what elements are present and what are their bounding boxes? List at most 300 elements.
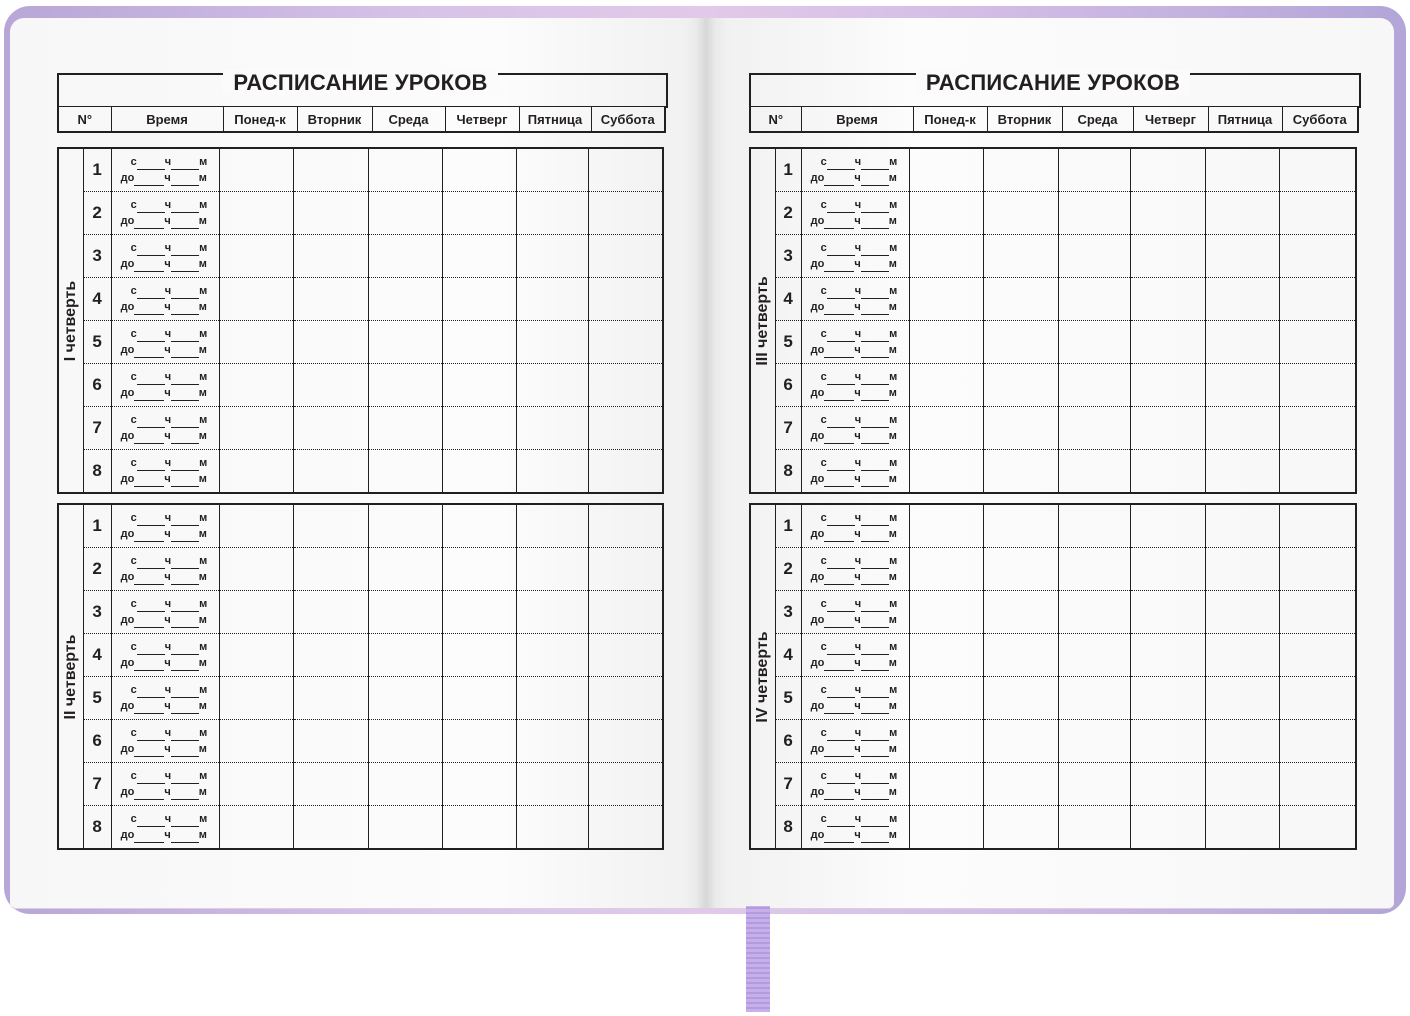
lesson-cell[interactable] xyxy=(984,634,1059,677)
lesson-cell[interactable] xyxy=(1280,235,1356,278)
lesson-time-field[interactable] xyxy=(111,450,219,494)
lesson-cell[interactable] xyxy=(910,148,984,192)
minutes-suffix: м xyxy=(199,457,208,469)
lesson-cell[interactable] xyxy=(984,278,1059,321)
lesson-cell[interactable] xyxy=(589,591,663,634)
lesson-cell[interactable] xyxy=(516,235,588,278)
lesson-cell[interactable] xyxy=(220,407,294,450)
lesson-cell[interactable] xyxy=(589,407,663,450)
lesson-cell[interactable] xyxy=(369,321,442,364)
hours-suffix: ч xyxy=(854,328,862,340)
lesson-cell[interactable] xyxy=(1059,548,1130,591)
hours-suffix: ч xyxy=(164,215,171,227)
lesson-cell[interactable] xyxy=(984,763,1059,806)
lesson-cell[interactable] xyxy=(1130,192,1205,235)
lesson-cell[interactable] xyxy=(442,450,516,494)
hours-suffix: ч xyxy=(164,285,172,297)
lesson-cell[interactable] xyxy=(516,677,588,720)
lesson-cell[interactable] xyxy=(1059,677,1130,720)
lesson-cell[interactable] xyxy=(1059,591,1130,634)
lesson-cell[interactable] xyxy=(1130,806,1205,850)
lesson-cell[interactable] xyxy=(1130,763,1205,806)
lesson-cell[interactable] xyxy=(984,364,1059,407)
lesson-time-field[interactable] xyxy=(801,591,909,634)
lesson-cell[interactable] xyxy=(1280,278,1356,321)
lesson-number: 1 xyxy=(775,148,801,192)
minutes-blank xyxy=(861,746,889,757)
lesson-cell[interactable] xyxy=(516,763,588,806)
lesson-time-field[interactable] xyxy=(111,321,219,364)
lesson-cell[interactable] xyxy=(984,806,1059,850)
lesson-cell[interactable] xyxy=(1059,192,1130,235)
lesson-cell[interactable] xyxy=(220,278,294,321)
lesson-cell[interactable] xyxy=(1280,591,1356,634)
lesson-cell[interactable] xyxy=(220,720,294,763)
lesson-cell[interactable] xyxy=(294,677,369,720)
lesson-cell[interactable] xyxy=(442,634,516,677)
lesson-number: 5 xyxy=(775,321,801,364)
lesson-cell[interactable] xyxy=(1059,235,1130,278)
hours-blank xyxy=(827,159,855,170)
lesson-cell[interactable] xyxy=(1059,720,1130,763)
lesson-cell[interactable] xyxy=(1130,720,1205,763)
bookmark-ribbon[interactable] xyxy=(746,906,770,1012)
lesson-cell[interactable] xyxy=(1130,278,1205,321)
lesson-time-field[interactable] xyxy=(111,235,219,278)
lesson-cell[interactable] xyxy=(1280,407,1356,450)
lesson-cell[interactable] xyxy=(1059,364,1130,407)
lesson-cell[interactable] xyxy=(910,720,984,763)
lesson-cell[interactable] xyxy=(294,806,369,850)
lesson-cell[interactable] xyxy=(1280,148,1356,192)
lesson-cell[interactable] xyxy=(589,278,663,321)
lesson-time-field[interactable] xyxy=(111,278,219,321)
lesson-cell[interactable] xyxy=(369,407,442,450)
lesson-cell[interactable] xyxy=(984,192,1059,235)
lesson-time-field[interactable] xyxy=(801,634,909,677)
minutes-blank xyxy=(171,374,199,385)
lesson-time-field[interactable] xyxy=(801,278,909,321)
lesson-cell[interactable] xyxy=(516,504,588,548)
lesson-time-field[interactable] xyxy=(111,634,219,677)
time-to-prefix: до xyxy=(810,387,825,399)
hours-suffix: ч xyxy=(854,829,861,841)
lesson-time-field[interactable] xyxy=(801,548,909,591)
lesson-cell[interactable] xyxy=(442,504,516,548)
lesson-cell[interactable] xyxy=(442,591,516,634)
minutes-blank xyxy=(171,687,199,698)
lesson-cell[interactable] xyxy=(1130,148,1205,192)
hours-suffix: ч xyxy=(854,770,862,782)
lesson-cell[interactable] xyxy=(220,321,294,364)
time-from-prefix: с xyxy=(130,242,137,254)
lesson-time-field[interactable] xyxy=(801,504,909,548)
lesson-cell[interactable] xyxy=(294,235,369,278)
lesson-time-field[interactable] xyxy=(111,192,219,235)
lesson-cell[interactable] xyxy=(1130,407,1205,450)
minutes-suffix: м xyxy=(888,258,897,270)
time-from-prefix: с xyxy=(820,285,827,297)
lesson-cell[interactable] xyxy=(1280,192,1356,235)
lesson-time-field[interactable] xyxy=(801,806,909,850)
minutes-suffix: м xyxy=(199,371,208,383)
lesson-cell[interactable] xyxy=(516,720,588,763)
minutes-blank xyxy=(171,390,199,401)
lesson-cell[interactable] xyxy=(1059,634,1130,677)
lesson-cell[interactable] xyxy=(1280,720,1356,763)
lesson-number: 4 xyxy=(775,634,801,677)
lesson-cell[interactable] xyxy=(1280,450,1356,494)
minutes-suffix: м xyxy=(199,598,208,610)
minutes-blank xyxy=(171,304,199,315)
lesson-cell[interactable] xyxy=(442,278,516,321)
lesson-cell[interactable] xyxy=(984,148,1059,192)
lesson-time-field[interactable] xyxy=(111,504,219,548)
hours-blank xyxy=(134,746,164,757)
lesson-cell[interactable] xyxy=(1130,235,1205,278)
lesson-cell[interactable] xyxy=(984,235,1059,278)
time-from-prefix: с xyxy=(820,555,827,567)
lesson-cell[interactable] xyxy=(1280,548,1356,591)
lesson-cell[interactable] xyxy=(220,763,294,806)
lesson-cell[interactable] xyxy=(220,634,294,677)
lesson-cell[interactable] xyxy=(516,591,588,634)
lesson-cell[interactable] xyxy=(220,148,294,192)
lesson-cell[interactable] xyxy=(589,548,663,591)
hours-blank xyxy=(824,218,854,229)
lesson-cell[interactable] xyxy=(589,504,663,548)
lesson-cell[interactable] xyxy=(910,677,984,720)
lesson-cell[interactable] xyxy=(984,591,1059,634)
lesson-cell[interactable] xyxy=(516,364,588,407)
lesson-cell[interactable] xyxy=(1205,450,1279,494)
lesson-cell[interactable] xyxy=(910,634,984,677)
lesson-time-field[interactable] xyxy=(111,720,219,763)
minutes-suffix: м xyxy=(888,301,897,313)
lesson-cell[interactable] xyxy=(1059,321,1130,364)
lesson-cell[interactable] xyxy=(1130,450,1205,494)
lesson-cell[interactable] xyxy=(294,720,369,763)
hours-blank xyxy=(134,789,164,800)
lesson-cell[interactable] xyxy=(910,591,984,634)
lesson-time-field[interactable] xyxy=(801,407,909,450)
lesson-cell[interactable] xyxy=(442,235,516,278)
lesson-number: 2 xyxy=(83,548,111,591)
lesson-cell[interactable] xyxy=(1205,677,1279,720)
time-to xyxy=(112,827,219,843)
minutes-blank xyxy=(861,687,889,698)
lesson-time-field[interactable] xyxy=(111,364,219,407)
lesson-cell[interactable] xyxy=(294,634,369,677)
lesson-cell[interactable] xyxy=(1205,548,1279,591)
lesson-cell[interactable] xyxy=(294,148,369,192)
lesson-row xyxy=(58,591,663,634)
minutes-blank xyxy=(171,433,199,444)
lesson-cell[interactable] xyxy=(294,407,369,450)
lesson-cell[interactable] xyxy=(1205,364,1279,407)
hours-suffix: ч xyxy=(164,598,172,610)
lesson-time-field[interactable] xyxy=(801,763,909,806)
lesson-cell[interactable] xyxy=(442,548,516,591)
lesson-cell[interactable] xyxy=(516,634,588,677)
hours-blank xyxy=(827,202,855,213)
lesson-cell[interactable] xyxy=(516,407,588,450)
lesson-cell[interactable] xyxy=(1280,504,1356,548)
lesson-cell[interactable] xyxy=(1205,763,1279,806)
lesson-cell[interactable] xyxy=(910,321,984,364)
lesson-cell[interactable] xyxy=(294,450,369,494)
lesson-cell[interactable] xyxy=(369,634,442,677)
lesson-cell[interactable] xyxy=(589,235,663,278)
lesson-cell[interactable] xyxy=(369,192,442,235)
lesson-cell[interactable] xyxy=(1059,148,1130,192)
lesson-cell[interactable] xyxy=(442,321,516,364)
lesson-cell[interactable] xyxy=(369,720,442,763)
lesson-time-field[interactable] xyxy=(801,192,909,235)
quarter-label xyxy=(58,148,83,493)
lesson-cell[interactable] xyxy=(910,407,984,450)
lesson-cell[interactable] xyxy=(220,235,294,278)
lesson-cell[interactable] xyxy=(516,321,588,364)
hours-suffix: ч xyxy=(164,371,172,383)
lesson-cell[interactable] xyxy=(1205,634,1279,677)
lesson-cell[interactable] xyxy=(516,278,588,321)
lesson-cell[interactable] xyxy=(1130,364,1205,407)
lesson-number: 1 xyxy=(83,504,111,548)
minutes-blank xyxy=(861,773,889,784)
lesson-cell[interactable] xyxy=(589,321,663,364)
lesson-cell[interactable] xyxy=(1059,450,1130,494)
minutes-suffix: м xyxy=(198,786,207,798)
lesson-cell[interactable] xyxy=(910,504,984,548)
minutes-suffix: м xyxy=(888,657,897,669)
lesson-cell[interactable] xyxy=(984,450,1059,494)
lesson-cell[interactable] xyxy=(369,148,442,192)
lesson-cell[interactable] xyxy=(1130,591,1205,634)
lesson-cell[interactable] xyxy=(369,677,442,720)
lesson-cell[interactable] xyxy=(589,364,663,407)
lesson-cell[interactable] xyxy=(294,504,369,548)
lesson-cell[interactable] xyxy=(369,235,442,278)
lesson-time-field[interactable] xyxy=(111,763,219,806)
hours-blank xyxy=(137,730,165,741)
hours-suffix: ч xyxy=(854,371,862,383)
lesson-cell[interactable] xyxy=(910,806,984,850)
lesson-cell[interactable] xyxy=(1205,806,1279,850)
lesson-cell[interactable] xyxy=(220,450,294,494)
lesson-cell[interactable] xyxy=(910,450,984,494)
lesson-cell[interactable] xyxy=(516,148,588,192)
lesson-cell[interactable] xyxy=(910,548,984,591)
lesson-time-field[interactable] xyxy=(111,806,219,850)
time-to-prefix: до xyxy=(810,258,825,270)
lesson-cell[interactable] xyxy=(1130,548,1205,591)
time-to-prefix: до xyxy=(120,786,135,798)
time-to xyxy=(112,256,219,272)
hours-blank xyxy=(827,374,855,385)
time-from-prefix: с xyxy=(130,641,137,653)
lesson-cell[interactable] xyxy=(442,192,516,235)
lesson-cell[interactable] xyxy=(1205,235,1279,278)
lesson-cell[interactable] xyxy=(1280,806,1356,850)
lesson-cell[interactable] xyxy=(1205,192,1279,235)
lesson-cell[interactable] xyxy=(369,278,442,321)
time-to-prefix: до xyxy=(810,215,825,227)
lesson-cell[interactable] xyxy=(220,806,294,850)
lesson-cell[interactable] xyxy=(294,548,369,591)
lesson-cell[interactable] xyxy=(294,192,369,235)
lesson-cell[interactable] xyxy=(294,321,369,364)
minutes-blank xyxy=(171,617,199,628)
time-from xyxy=(802,682,909,698)
lesson-cell[interactable] xyxy=(220,504,294,548)
lesson-cell[interactable] xyxy=(369,364,442,407)
lesson-cell[interactable] xyxy=(1280,321,1356,364)
lesson-cell[interactable] xyxy=(516,192,588,235)
lesson-cell[interactable] xyxy=(910,235,984,278)
lesson-cell[interactable] xyxy=(442,763,516,806)
lesson-cell[interactable] xyxy=(1059,504,1130,548)
lesson-cell[interactable] xyxy=(1059,278,1130,321)
lesson-cell[interactable] xyxy=(910,763,984,806)
lesson-cell[interactable] xyxy=(1059,806,1130,850)
lesson-cell[interactable] xyxy=(1059,763,1130,806)
time-to-prefix: до xyxy=(120,614,135,626)
lesson-cell[interactable] xyxy=(1205,504,1279,548)
minutes-blank xyxy=(861,417,889,428)
lesson-cell[interactable] xyxy=(910,364,984,407)
lesson-cell[interactable] xyxy=(294,763,369,806)
lesson-cell[interactable] xyxy=(589,192,663,235)
time-from xyxy=(802,553,909,569)
lesson-cell[interactable] xyxy=(1205,591,1279,634)
lesson-number: 8 xyxy=(775,450,801,494)
lesson-cell[interactable] xyxy=(1280,634,1356,677)
lesson-cell[interactable] xyxy=(1205,148,1279,192)
lesson-cell[interactable] xyxy=(442,148,516,192)
lesson-time-field[interactable] xyxy=(801,720,909,763)
lesson-cell[interactable] xyxy=(220,677,294,720)
lesson-cell[interactable] xyxy=(984,548,1059,591)
lesson-cell[interactable] xyxy=(442,364,516,407)
time-to-prefix: до xyxy=(810,528,825,540)
lesson-cell[interactable] xyxy=(984,407,1059,450)
lesson-cell[interactable] xyxy=(589,148,663,192)
lesson-cell[interactable] xyxy=(1280,364,1356,407)
lesson-cell[interactable] xyxy=(369,806,442,850)
hours-blank xyxy=(824,531,854,542)
lesson-cell[interactable] xyxy=(589,806,663,850)
lesson-cell[interactable] xyxy=(442,806,516,850)
lesson-cell[interactable] xyxy=(589,677,663,720)
lesson-time-field[interactable] xyxy=(801,364,909,407)
lesson-cell[interactable] xyxy=(1280,677,1356,720)
lesson-cell[interactable] xyxy=(1205,278,1279,321)
lesson-cell[interactable] xyxy=(1130,677,1205,720)
lesson-cell[interactable] xyxy=(589,450,663,494)
lesson-cell[interactable] xyxy=(442,407,516,450)
lesson-cell[interactable] xyxy=(516,548,588,591)
lesson-cell[interactable] xyxy=(442,677,516,720)
minutes-blank xyxy=(861,789,889,800)
lesson-time-field[interactable] xyxy=(801,450,909,494)
lesson-cell[interactable] xyxy=(294,278,369,321)
lesson-cell[interactable] xyxy=(589,763,663,806)
lesson-cell[interactable] xyxy=(1130,321,1205,364)
lesson-cell[interactable] xyxy=(516,806,588,850)
lesson-cell[interactable] xyxy=(984,321,1059,364)
lesson-row xyxy=(750,364,1356,407)
lesson-time-field[interactable] xyxy=(801,321,909,364)
lesson-number: 1 xyxy=(83,148,111,192)
time-from-prefix: с xyxy=(130,555,137,567)
lesson-cell[interactable] xyxy=(369,504,442,548)
hours-suffix: ч xyxy=(164,657,171,669)
lesson-cell[interactable] xyxy=(220,591,294,634)
lesson-cell[interactable] xyxy=(589,634,663,677)
lesson-time-field[interactable] xyxy=(111,407,219,450)
minutes-blank xyxy=(171,703,199,714)
schedule-left xyxy=(57,0,664,860)
lesson-cell[interactable] xyxy=(294,364,369,407)
minutes-blank xyxy=(861,304,889,315)
lesson-cell[interactable] xyxy=(516,450,588,494)
lesson-cell[interactable] xyxy=(1205,321,1279,364)
quarter-table xyxy=(57,147,664,494)
lesson-cell[interactable] xyxy=(220,364,294,407)
lesson-time-field[interactable] xyxy=(801,235,909,278)
lesson-cell[interactable] xyxy=(1205,720,1279,763)
time-from xyxy=(112,725,219,741)
lesson-time-field[interactable] xyxy=(111,148,219,192)
lesson-cell[interactable] xyxy=(984,677,1059,720)
time-to-prefix: до xyxy=(810,172,825,184)
minutes-blank xyxy=(171,347,199,358)
lesson-cell[interactable] xyxy=(984,720,1059,763)
lesson-time-field[interactable] xyxy=(111,548,219,591)
lesson-cell[interactable] xyxy=(369,450,442,494)
lesson-cell[interactable] xyxy=(369,548,442,591)
lesson-cell[interactable] xyxy=(589,720,663,763)
lesson-cell[interactable] xyxy=(442,720,516,763)
lesson-cell[interactable] xyxy=(220,548,294,591)
minutes-suffix: м xyxy=(199,242,208,254)
lesson-cell[interactable] xyxy=(1130,634,1205,677)
lesson-time-field[interactable] xyxy=(801,148,909,192)
lesson-cell[interactable] xyxy=(369,591,442,634)
lesson-cell[interactable] xyxy=(984,504,1059,548)
lesson-time-field[interactable] xyxy=(111,677,219,720)
time-to-prefix: до xyxy=(120,430,135,442)
time-from-prefix: с xyxy=(130,684,137,696)
page-title xyxy=(749,70,1357,96)
lesson-cell[interactable] xyxy=(1205,407,1279,450)
minutes-suffix: м xyxy=(889,684,898,696)
lesson-cell[interactable] xyxy=(294,591,369,634)
lesson-cell[interactable] xyxy=(1280,763,1356,806)
lesson-cell[interactable] xyxy=(1130,504,1205,548)
time-to xyxy=(802,471,909,487)
lesson-time-field[interactable] xyxy=(111,591,219,634)
lesson-cell[interactable] xyxy=(1059,407,1130,450)
lesson-cell[interactable] xyxy=(220,192,294,235)
lesson-cell[interactable] xyxy=(910,192,984,235)
lesson-row xyxy=(750,407,1356,450)
lesson-time-field[interactable] xyxy=(801,677,909,720)
page-title-text: РАСПИСАНИЕ УРОКОВ xyxy=(916,70,1190,95)
lesson-cell[interactable] xyxy=(369,763,442,806)
lesson-cell[interactable] xyxy=(910,278,984,321)
